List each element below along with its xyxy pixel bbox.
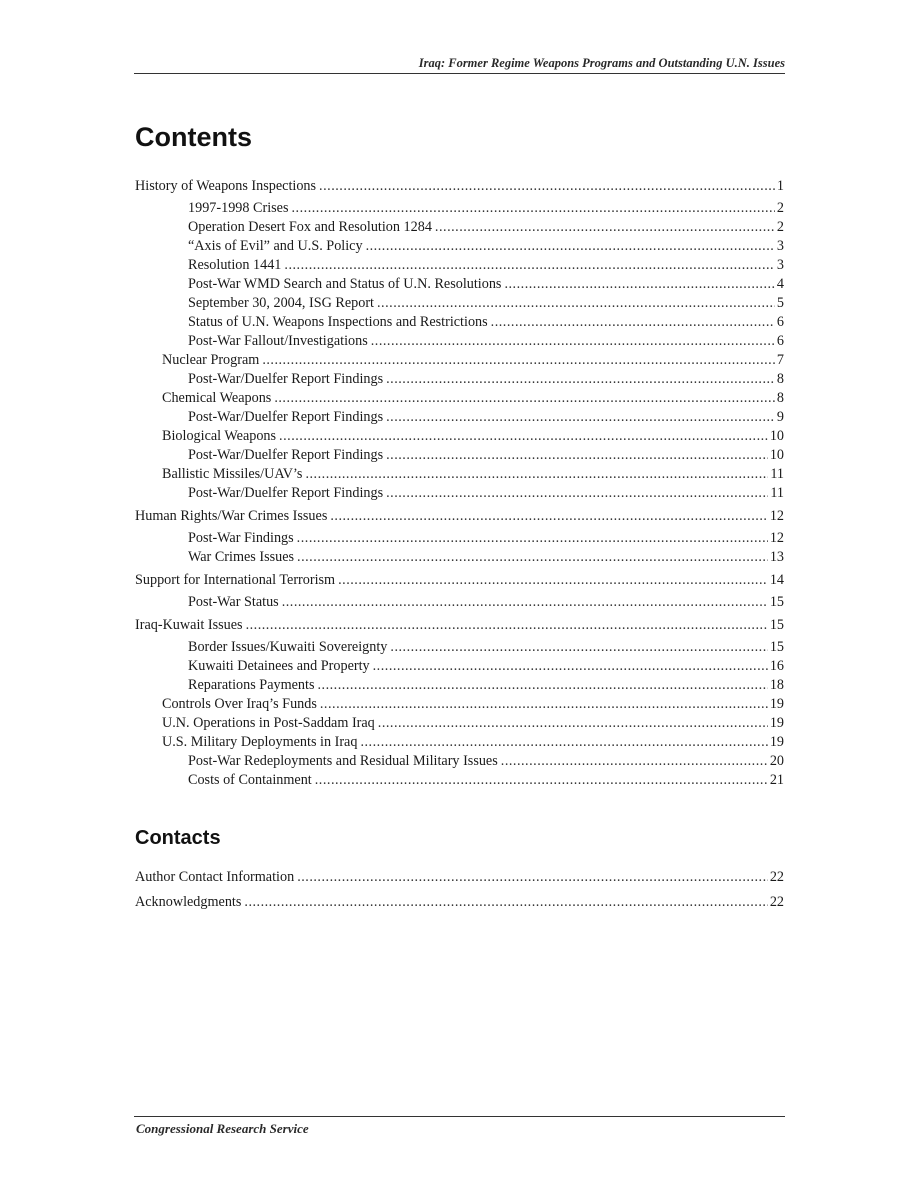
toc-entry-page: 15 [769, 594, 784, 610]
dot-leader [319, 177, 775, 196]
toc-entry[interactable] [135, 593, 784, 612]
toc-entry-page: 9 [776, 409, 784, 425]
toc-entry-label: Kuwaiti Detainees and Property [188, 658, 370, 674]
toc-entry[interactable] [135, 893, 784, 912]
toc-entry-page: 20 [769, 753, 784, 769]
toc-entry-label: Post-War Fallout/Investigations [188, 333, 368, 349]
toc-entry[interactable] [135, 616, 784, 635]
toc-entry[interactable] [135, 389, 784, 408]
toc-entry-label: Chemical Weapons [162, 390, 272, 406]
toc-entry-label: U.S. Military Deployments in Iraq [162, 734, 358, 750]
toc-entry-label: Biological Weapons [162, 428, 277, 444]
toc-entry-page: 6 [776, 333, 784, 349]
toc-entry[interactable] [135, 676, 784, 695]
toc-entry-page: 16 [769, 658, 784, 674]
toc-entry-label: Post-War Status [188, 594, 279, 610]
toc-entry-page: 4 [776, 276, 784, 292]
dot-leader [377, 294, 775, 313]
toc-entry-label: Post-War/Duelfer Report Findings [188, 371, 384, 387]
toc-entry-page: 19 [769, 734, 784, 750]
dot-leader [274, 389, 775, 408]
toc-entry[interactable] [135, 548, 784, 567]
toc-entry[interactable] [135, 484, 784, 503]
toc-entry[interactable] [135, 657, 784, 676]
toc-entry[interactable] [135, 771, 784, 790]
toc-entry-label: Status of U.N. Weapons Inspections and Restrictions [188, 314, 488, 330]
dot-leader [305, 465, 768, 484]
dot-leader [315, 771, 768, 790]
toc-entry-page: 2 [776, 219, 784, 235]
toc-entry[interactable] [135, 237, 784, 256]
toc-entry-page: 11 [770, 485, 784, 501]
dot-leader [366, 237, 775, 256]
toc-entry[interactable] [135, 529, 784, 548]
dot-leader [373, 657, 768, 676]
toc-entry[interactable] [135, 638, 784, 657]
toc-entry-label: 1997-1998 Crises [188, 200, 289, 216]
toc-entry-page: 19 [769, 715, 784, 731]
toc-entry[interactable] [135, 218, 784, 237]
running-header: Iraq: Former Regime Weapons Programs and Outstanding U.N. Issues [418, 56, 785, 70]
toc-entry[interactable] [135, 313, 784, 332]
toc-entry[interactable] [135, 370, 784, 389]
toc-entry[interactable] [135, 571, 784, 590]
toc-entry-page: 22 [769, 869, 784, 885]
dot-leader [292, 199, 775, 218]
toc-entry[interactable] [135, 177, 784, 196]
toc-entry-page: 12 [769, 530, 784, 546]
toc-entry-label: Post-War Redeployments and Residual Military Issues [188, 753, 498, 769]
dot-leader [246, 616, 768, 635]
toc-entry-label: Reparations Payments [188, 677, 315, 693]
dot-leader [491, 313, 775, 332]
toc-entry-page: 3 [776, 257, 784, 273]
toc-entry[interactable] [135, 332, 784, 351]
footer-text: Congressional Research Service [136, 1121, 309, 1136]
toc-entry-label: Ballistic Missiles/UAV’s [162, 466, 303, 482]
toc-entry-label: Post-War/Duelfer Report Findings [188, 409, 384, 425]
dot-leader [284, 256, 775, 275]
dot-leader [378, 714, 768, 733]
toc-entry-label: Post-War/Duelfer Report Findings [188, 447, 384, 463]
dot-leader [390, 638, 767, 657]
toc-entry[interactable] [135, 465, 784, 484]
toc-entry-label: History of Weapons Inspections [135, 178, 317, 194]
toc-entry[interactable] [135, 446, 784, 465]
toc-entry[interactable] [135, 868, 784, 887]
toc-entry[interactable] [135, 733, 784, 752]
header-rule [134, 73, 785, 74]
toc-entry-page: 13 [769, 549, 784, 565]
toc-entry[interactable] [135, 275, 784, 294]
toc-entry-page: 18 [769, 677, 784, 693]
dot-leader [282, 593, 768, 612]
toc-entry[interactable] [135, 199, 784, 218]
dot-leader [262, 351, 775, 370]
toc-entry-label: Resolution 1441 [188, 257, 282, 273]
toc-entry-label: Border Issues/Kuwaiti Sovereignty [188, 639, 388, 655]
dot-leader [330, 507, 767, 526]
contacts-heading: Contacts [135, 827, 221, 849]
toc-entry-page: 2 [776, 200, 784, 216]
toc-entry[interactable] [135, 507, 784, 526]
dot-leader [386, 408, 775, 427]
toc-entry[interactable] [135, 695, 784, 714]
toc-entry-label: Costs of Containment [188, 772, 312, 788]
toc-entry-page: 1 [776, 178, 784, 194]
toc-entry-label: War Crimes Issues [188, 549, 295, 565]
toc-entry[interactable] [135, 294, 784, 313]
toc-entry-label: Post-War WMD Search and Status of U.N. Resolutions [188, 276, 502, 292]
toc-entry-label: Human Rights/War Crimes Issues [135, 508, 328, 524]
toc-entry-page: 7 [776, 352, 784, 368]
toc-entry-page: 19 [769, 696, 784, 712]
contents-heading: Contents [135, 122, 252, 152]
toc-entry-label: Iraq-Kuwait Issues [135, 617, 243, 633]
toc-entry-label: Post-War Findings [188, 530, 294, 546]
dot-leader [320, 695, 768, 714]
footer-rule [134, 1116, 785, 1117]
dot-leader [501, 752, 768, 771]
dot-leader [279, 427, 768, 446]
dot-leader [297, 529, 768, 548]
dot-leader [244, 893, 767, 912]
toc-entry[interactable] [135, 427, 784, 446]
toc-entry-page: 10 [769, 428, 784, 444]
toc-entry[interactable] [135, 351, 784, 370]
toc-entry-page: 10 [769, 447, 784, 463]
toc-entry-page: 12 [769, 508, 784, 524]
toc-entry-page: 3 [776, 238, 784, 254]
toc-entry[interactable] [135, 714, 784, 733]
dot-leader [317, 676, 767, 695]
toc-entry[interactable] [135, 408, 784, 427]
toc-entry-page: 21 [769, 772, 784, 788]
dot-leader [297, 868, 768, 887]
toc-entry-label: Controls Over Iraq’s Funds [162, 696, 317, 712]
dot-leader [297, 548, 768, 567]
dot-leader [371, 332, 775, 351]
toc-entry-page: 22 [769, 894, 784, 910]
dot-leader [360, 733, 767, 752]
dot-leader [386, 370, 775, 389]
toc-entry-label: Operation Desert Fox and Resolution 1284 [188, 219, 432, 235]
toc-entry-page: 11 [770, 466, 784, 482]
dot-leader [386, 484, 768, 503]
dot-leader [338, 571, 768, 590]
toc-entry-label: September 30, 2004, ISG Report [188, 295, 374, 311]
toc-entry[interactable] [135, 752, 784, 771]
toc-entry-label: “Axis of Evil” and U.S. Policy [188, 238, 363, 254]
toc-entry-label: U.N. Operations in Post-Saddam Iraq [162, 715, 375, 731]
toc-entry[interactable] [135, 256, 784, 275]
toc-entry-page: 8 [776, 390, 784, 406]
toc-entry-page: 14 [769, 572, 784, 588]
toc-entry-label: Post-War/Duelfer Report Findings [188, 485, 384, 501]
toc-entry-label: Acknowledgments [135, 894, 242, 910]
toc-entry-page: 15 [769, 617, 784, 633]
dot-leader [435, 218, 775, 237]
toc-entry-label: Nuclear Program [162, 352, 260, 368]
toc-entry-page: 6 [776, 314, 784, 330]
toc-entry-label: Support for International Terrorism [135, 572, 336, 588]
toc-entry-page: 15 [769, 639, 784, 655]
dot-leader [386, 446, 768, 465]
dot-leader [504, 275, 774, 294]
toc-entry-page: 5 [776, 295, 784, 311]
toc-entry-page: 8 [776, 371, 784, 387]
toc-entry-label: Author Contact Information [135, 869, 295, 885]
